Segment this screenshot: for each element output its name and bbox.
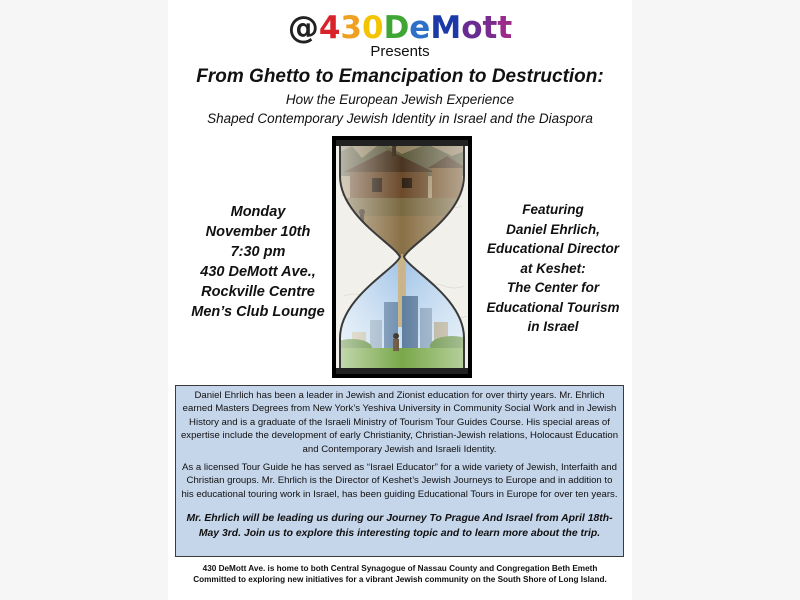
event-day: Monday [230,204,286,220]
logo-430demott [0,10,800,46]
speaker-role: Educational Director [486,241,620,256]
logo-letter: @ [287,10,319,46]
event-town: Rockville Centre [201,284,315,300]
logo-letter: 0 [361,10,384,46]
event-time: 7:30 pm [230,244,286,260]
logo-letter: 4 [318,10,341,46]
speaker-org-line4: in Israel [527,319,579,334]
bio-paragraph-2: As a licensed Tour Guide he has served as “Israel Educator” for a wide variety of Jewish, Interfaith and Christian groups. Mr. Ehrlich is the Director of Keshet’s Jewish Journeys to Europe and in addition to his educational touring work in Israel, has been guiding Educational Tours in Europe for over ten years. [181,462,618,500]
event-title: From Ghetto to Emancipation to Destruction: [196,66,604,87]
footer-line1: 430 DeMott Ave. is home to both Central Synagogue of Nassau County and Congregation Beth Emeth [202,564,598,573]
speaker-bio-box [175,385,624,557]
logo-letter: e [409,10,431,46]
event-subtitle-line1: How the European Jewish Experience [285,92,515,107]
featuring-label: Featuring [522,202,584,217]
event-subtitle-line2: Shaped Contemporary Jewish Identity in Israel and the Diaspora [207,111,593,126]
footer-line2: Committed to exploring new initiatives for a vibrant Jewish community on the South Shore of Long Island. [193,575,607,584]
logo-letter: 3 [340,10,362,46]
presents-label: Presents [370,43,430,60]
logo-letter: M [430,10,462,46]
event-details [178,202,338,322]
logo-letter: t [497,10,513,46]
speaker-org-line3: Educational Tourism [486,299,620,315]
trip-callout: Mr. Ehrlich will be leading us during our Journey To Prague And Israel from April 18th- May 3rd. Join us to explore this interesting topic and to learn more about the trip. [186,513,613,540]
event-address: 430 DeMott Ave., [200,264,316,280]
speaker-org-line1: at Keshet: [520,260,586,276]
logo-letter: o [461,10,483,46]
featuring-block [478,200,628,337]
speaker-name: Daniel Ehrlich, [506,221,600,237]
event-date: November 10th [205,224,311,240]
footer [168,563,632,585]
hourglass-image [332,136,472,378]
event-room: Men’s Club Lounge [191,304,325,320]
logo-letter: D [383,10,410,46]
bio-paragraph-1: Daniel Ehrlich has been a leader in Jewish and Zionist education for over thirty years. Mr. Ehrlich earned Masters Degrees from New York’s Yeshiva University in Community Social Work and in Jewish History and is a graduate of the Israeli Ministry of Tourism Tour Guides Course. His special areas of expertise include the development of early Christianity, Christian-Jewish relations, Holocaust Education and Contemporary Jewish and Israeli Identity. [180,390,619,455]
speaker-org-line2: The Center for [506,280,600,295]
logo-letter: t [482,10,498,46]
